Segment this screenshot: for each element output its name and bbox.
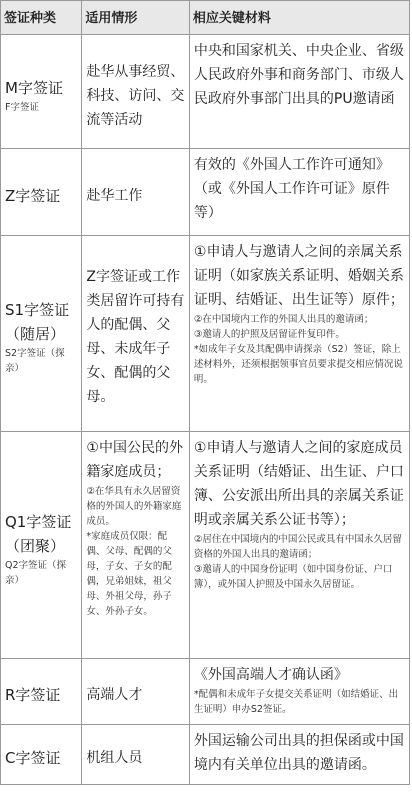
situation-text: 赴华从事经贸、科技、访问、交流等活动 <box>86 63 185 128</box>
materials-cell <box>189 658 409 724</box>
visa-type-cell <box>1 149 82 235</box>
situation-text: 高端人才 <box>86 687 143 704</box>
materials-cell <box>189 724 409 784</box>
table-row <box>1 35 410 149</box>
situation-cell <box>82 432 190 659</box>
visa-subtype: S2字签证（探亲） <box>5 348 65 375</box>
table-row <box>1 432 410 659</box>
situation-text: 赴华工作 <box>86 187 143 204</box>
materials-cell <box>189 235 409 432</box>
materials-note: ②在中国境内工作的外国人出具的邀请函； <box>193 313 374 325</box>
visa-type-cell <box>1 724 82 784</box>
table-header-row <box>1 1 410 35</box>
visa-type-cell <box>1 35 82 149</box>
materials-cell <box>189 432 409 659</box>
materials-cell <box>189 149 409 235</box>
visa-subtype: Q2字签证（探亲） <box>5 559 67 586</box>
visa-subtype: F字签证 <box>5 102 39 114</box>
materials-text: 中央和国家机关、中央企业、省级人民政府外事和商务部门、市级人民政府外事部门出具的PU邀请函 <box>193 43 404 108</box>
table-row <box>1 149 410 235</box>
materials-note: ③邀请人的中国身份证明（如中国身份证、户口簿），或外国人护照及中国永久居留证。 <box>193 564 393 591</box>
visa-type-cell <box>1 235 82 432</box>
visa-type: S1字签证（随居） <box>5 301 70 344</box>
situation-note: *家庭成员仅限：配偶、父母、配偶的父母，子女、子女的配偶，兄弟姐妹，祖父母、外祖父母，孙子女、外孙子女。 <box>86 531 172 618</box>
header-cell-situation: 适用情形 <box>82 1 190 35</box>
materials-note: ③邀请人的护照及居留证件复印件。 <box>193 328 345 340</box>
situation-text: Z字签证或工作类居留许可持有人的配偶、父母、未成年子女、配偶的父母。 <box>86 269 185 406</box>
materials-note: *如成年子女及其配偶申请探亲（S2）签证，除上述材料外，还须根据领事官员要求提交相应情况说明。 <box>193 343 403 385</box>
visa-type: M字签证 <box>5 79 63 98</box>
materials-text: ①申请人与邀请人之间的亲属关系证明（如家族关系证明、婚姻关系证明、结婚证、出生证等）原件； <box>193 243 404 308</box>
visa-type: R字签证 <box>5 686 61 705</box>
materials-text: 有效的《外国人工作许可通知》（或《外国人工作许可证》原件等） <box>193 157 390 222</box>
materials-text: 外国运输公司出具的担保函或中国境内有关单位出具的邀请函。 <box>193 732 404 773</box>
situation-text: 机组人员 <box>86 750 143 767</box>
situation-cell <box>82 724 190 784</box>
visa-type: C字签证 <box>5 749 61 768</box>
header-cell-type: 签证种类 <box>1 1 82 35</box>
situation-cell <box>82 35 190 149</box>
situation-cell <box>82 149 190 235</box>
materials-text: ①申请人与邀请人之间的家庭成员关系证明（结婚证、出生证、户口簿、公安派出所出具的亲属关系证明或亲属关系公证书等）； <box>193 440 404 529</box>
materials-note: *配偶和未成年子女提交关系证明（如结婚证、出生证明）申办S2签证。 <box>193 688 399 715</box>
table-row <box>1 724 410 784</box>
situation-cell <box>82 658 190 724</box>
situation-cell <box>82 235 190 432</box>
visa-type-cell <box>1 658 82 724</box>
table-row <box>1 658 410 724</box>
visa-type: Q1字签证（团聚） <box>5 512 72 555</box>
situation-text: ①中国公民的外籍家庭成员； <box>86 440 183 481</box>
materials-text: 《外国高端人才确认函》 <box>193 666 348 683</box>
visa-type: Z字签证 <box>5 186 61 205</box>
materials-cell <box>189 35 409 149</box>
table-row <box>1 235 410 432</box>
situation-note: ②在华具有永久居留资格的外国人的外籍家庭成员。 <box>86 486 182 528</box>
visa-type-cell <box>1 432 82 659</box>
materials-note: ②居住在中国境内的中国公民或具有中国永久居留资格的外国人出具的邀请函； <box>193 534 402 561</box>
header-cell-materials: 相应关键材料 <box>189 1 409 35</box>
